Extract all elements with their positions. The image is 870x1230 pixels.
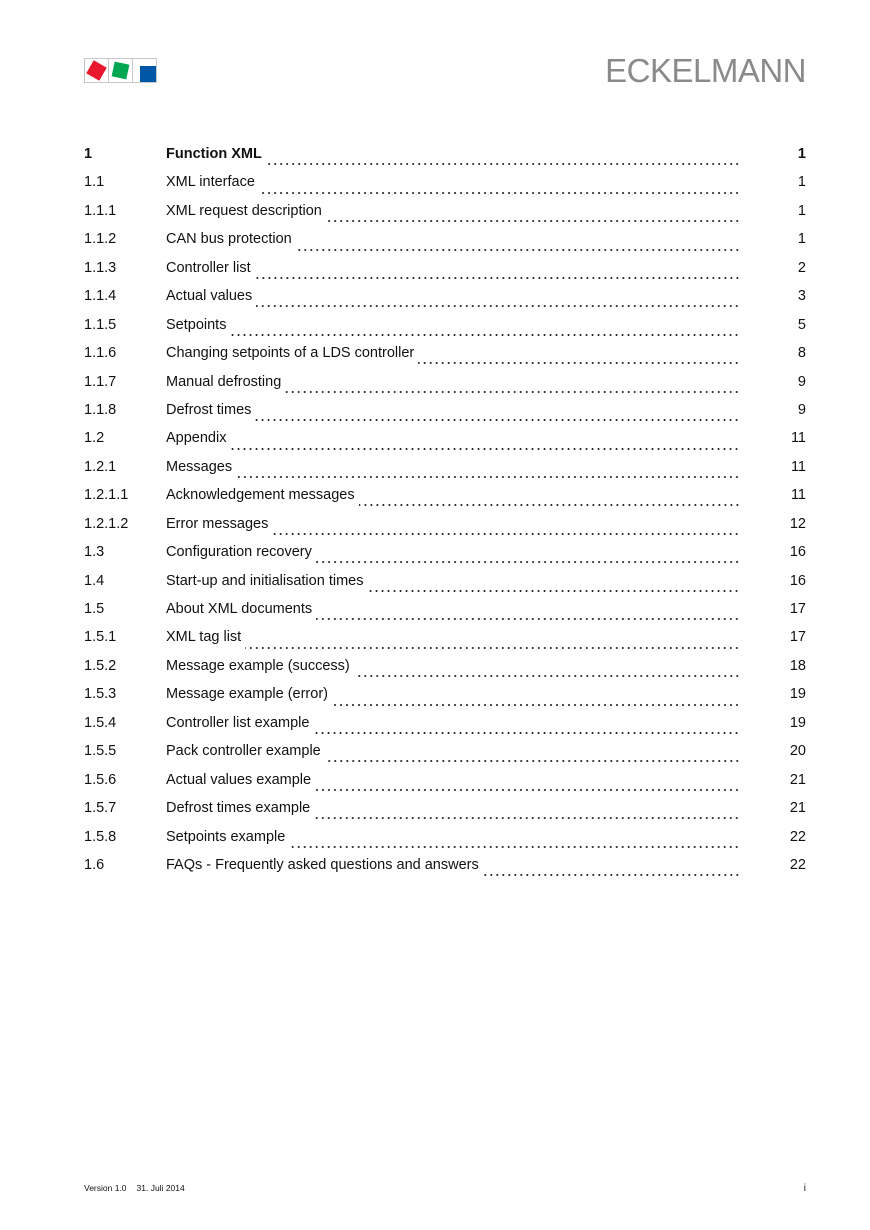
toc-entry[interactable] bbox=[84, 345, 806, 373]
dot-leader bbox=[483, 874, 740, 876]
toc-entry[interactable] bbox=[84, 260, 806, 288]
dot-leader bbox=[236, 476, 740, 478]
toc-number: 1.5.5 bbox=[84, 743, 117, 760]
toc-entry[interactable] bbox=[84, 203, 806, 231]
toc-number: 1.2.1.2 bbox=[84, 515, 129, 532]
red-diamond-icon bbox=[86, 60, 106, 80]
toc-page: 16 bbox=[789, 544, 806, 561]
dot-leader bbox=[367, 590, 740, 592]
toc-number: 1.1.3 bbox=[84, 259, 117, 276]
toc-number: 1.2 bbox=[84, 430, 105, 447]
toc-title[interactable]: Appendix bbox=[166, 430, 227, 447]
dot-leader bbox=[289, 846, 740, 848]
version-label: Version 1.0 bbox=[84, 1183, 127, 1193]
toc-number: 1.1.1 bbox=[84, 202, 117, 219]
dot-leader bbox=[326, 220, 740, 222]
toc-number: 1.3 bbox=[84, 544, 105, 561]
dot-leader bbox=[296, 249, 740, 251]
toc-entry[interactable] bbox=[84, 686, 806, 714]
company-logo bbox=[84, 58, 157, 83]
toc-page: 22 bbox=[789, 856, 806, 873]
toc-title[interactable]: XML interface bbox=[166, 174, 255, 191]
toc-number: 1.1.7 bbox=[84, 373, 117, 390]
dot-leader bbox=[230, 448, 740, 450]
dot-leader bbox=[325, 760, 740, 762]
toc-entry[interactable] bbox=[84, 174, 806, 202]
toc-entry[interactable] bbox=[84, 459, 806, 487]
toc-page: 2 bbox=[797, 259, 806, 276]
toc-title[interactable]: Pack controller example bbox=[166, 743, 321, 760]
toc-entry[interactable] bbox=[84, 743, 806, 771]
toc-number: 1.5.7 bbox=[84, 800, 117, 817]
dot-leader bbox=[266, 163, 740, 165]
toc-title[interactable]: Acknowledgement messages bbox=[166, 487, 355, 504]
toc-page: 16 bbox=[789, 572, 806, 589]
dot-leader bbox=[255, 277, 740, 279]
toc-entry[interactable] bbox=[84, 288, 806, 316]
dot-leader bbox=[259, 192, 740, 194]
footer-version bbox=[84, 1183, 195, 1193]
toc-entry[interactable] bbox=[84, 402, 806, 430]
toc-title[interactable]: Controller list example bbox=[166, 714, 310, 731]
dot-leader bbox=[314, 817, 740, 819]
toc-number: 1.2.1.1 bbox=[84, 487, 129, 504]
toc-page: 1 bbox=[797, 146, 806, 162]
toc-number: 1.5.2 bbox=[84, 657, 117, 674]
dot-leader bbox=[418, 362, 740, 364]
toc-entry[interactable] bbox=[84, 487, 806, 515]
toc-page: 17 bbox=[789, 629, 806, 646]
toc-title[interactable]: Setpoints bbox=[166, 316, 227, 333]
toc-title[interactable]: XML tag list bbox=[166, 629, 242, 646]
toc-number: 1.1.2 bbox=[84, 231, 117, 248]
toc-entry[interactable] bbox=[84, 146, 806, 174]
toc-title[interactable]: Error messages bbox=[166, 515, 269, 532]
dot-leader bbox=[316, 618, 740, 620]
dot-leader bbox=[332, 704, 740, 706]
toc-entry[interactable] bbox=[84, 317, 806, 345]
dot-leader bbox=[285, 391, 740, 393]
toc-entry[interactable] bbox=[84, 715, 806, 743]
toc-title[interactable]: Message example (error) bbox=[166, 686, 328, 703]
toc-entry[interactable] bbox=[84, 601, 806, 629]
dot-leader bbox=[359, 504, 740, 506]
toc-entry[interactable] bbox=[84, 430, 806, 458]
toc-number: 1.1 bbox=[84, 174, 105, 191]
toc-title[interactable]: Defrost times example bbox=[166, 800, 311, 817]
toc-entry[interactable] bbox=[84, 516, 806, 544]
toc-entry[interactable] bbox=[84, 544, 806, 572]
toc-entry[interactable] bbox=[84, 231, 806, 259]
toc-title[interactable]: Defrost times bbox=[166, 401, 252, 418]
toc-page: 21 bbox=[789, 771, 806, 788]
toc-page: 11 bbox=[790, 487, 806, 504]
toc-page: 11 bbox=[790, 430, 806, 447]
toc-number: 1.5 bbox=[84, 601, 105, 617]
toc-page: 9 bbox=[797, 373, 806, 390]
toc-title[interactable]: CAN bus protection bbox=[166, 231, 292, 248]
toc-page: 12 bbox=[789, 515, 806, 532]
toc-number: 1.5.4 bbox=[84, 714, 117, 731]
toc-entry[interactable] bbox=[84, 573, 806, 601]
toc-number: 1.5.6 bbox=[84, 771, 117, 788]
toc-title[interactable]: Actual values bbox=[166, 288, 253, 305]
toc-number: 1.1.5 bbox=[84, 316, 117, 333]
toc-page: 1 bbox=[797, 174, 806, 191]
toc-title[interactable]: XML request description bbox=[166, 202, 322, 219]
toc-page: 9 bbox=[797, 401, 806, 418]
toc-number: 1.1.6 bbox=[84, 345, 117, 362]
dot-leader bbox=[313, 732, 740, 734]
toc-number: 1.5.3 bbox=[84, 686, 117, 703]
toc-number: 1 bbox=[84, 146, 93, 162]
toc-page: 22 bbox=[789, 828, 806, 845]
dot-leader bbox=[245, 647, 740, 649]
toc-entry[interactable] bbox=[84, 857, 806, 885]
dot-leader bbox=[272, 533, 740, 535]
toc-page: 18 bbox=[789, 657, 806, 674]
toc-page: 19 bbox=[789, 686, 806, 703]
toc-title[interactable]: Changing setpoints of a LDS controller bbox=[166, 345, 415, 362]
toc-title[interactable]: Actual values example bbox=[166, 771, 312, 788]
toc-page: 5 bbox=[797, 316, 806, 333]
dot-leader bbox=[354, 675, 740, 677]
toc-number: 1.1.8 bbox=[84, 401, 117, 418]
dot-leader bbox=[315, 789, 740, 791]
toc-title[interactable]: Function XML bbox=[166, 146, 262, 162]
toc-title[interactable]: Message example (success) bbox=[166, 657, 350, 674]
toc-number: 1.5.1 bbox=[84, 629, 117, 646]
toc-page: 1 bbox=[797, 231, 806, 248]
toc-number: 1.5.8 bbox=[84, 828, 117, 845]
toc-page: 19 bbox=[789, 714, 806, 731]
toc-page: 11 bbox=[790, 458, 806, 475]
dot-leader bbox=[230, 334, 740, 336]
green-diamond-icon bbox=[112, 62, 130, 80]
blue-square-icon bbox=[140, 66, 156, 82]
toc-title[interactable]: Configuration recovery bbox=[166, 544, 312, 561]
toc-page: 17 bbox=[789, 601, 806, 617]
toc-title[interactable]: Manual defrosting bbox=[166, 373, 282, 390]
toc-title[interactable]: Controller list bbox=[166, 259, 251, 276]
dot-leader bbox=[255, 419, 740, 421]
toc-page: 3 bbox=[797, 288, 806, 305]
toc-number: 1.1.4 bbox=[84, 288, 117, 305]
toc-page: 8 bbox=[797, 345, 806, 362]
toc-entry[interactable] bbox=[84, 374, 806, 402]
toc-title[interactable]: Setpoints example bbox=[166, 828, 286, 845]
toc-entry[interactable] bbox=[84, 629, 806, 657]
toc-number: 1.6 bbox=[84, 856, 105, 873]
dot-leader bbox=[316, 561, 740, 563]
toc-entry[interactable] bbox=[84, 772, 806, 800]
toc-title[interactable]: FAQs - Frequently asked questions and answers bbox=[166, 856, 479, 873]
toc-page: 20 bbox=[789, 743, 806, 760]
brand-name: ECKELMANN bbox=[605, 52, 806, 89]
toc-entry[interactable] bbox=[84, 800, 806, 828]
toc-title[interactable]: About XML documents bbox=[166, 601, 313, 617]
toc-title[interactable]: Messages bbox=[166, 458, 233, 475]
toc-number: 1.4 bbox=[84, 572, 105, 589]
dot-leader bbox=[256, 305, 740, 307]
toc-page: 21 bbox=[789, 800, 806, 817]
toc-page: 1 bbox=[797, 202, 806, 219]
date-label: 31. Juli 2014 bbox=[136, 1183, 185, 1193]
toc-title[interactable]: Start-up and initialisation times bbox=[166, 572, 364, 589]
table-of-contents bbox=[84, 146, 806, 885]
toc-entry[interactable] bbox=[84, 829, 806, 857]
toc-entry[interactable] bbox=[84, 658, 806, 686]
toc-number: 1.2.1 bbox=[84, 458, 117, 475]
page-number: i bbox=[803, 1183, 806, 1194]
